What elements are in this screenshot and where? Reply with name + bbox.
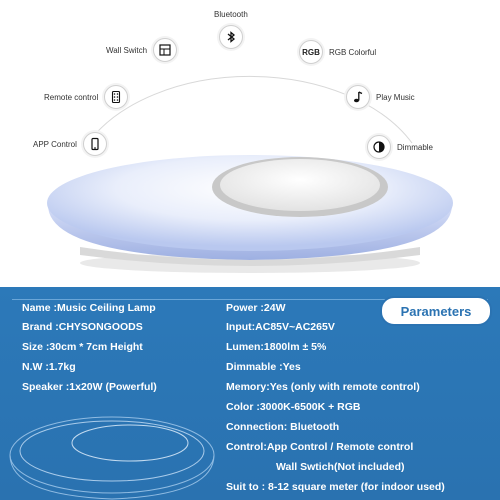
wall-switch-icon [153,38,177,62]
spec-memory: Memory:Yes (only with remote control) [226,381,420,393]
rgb-icon: RGB [299,40,323,64]
music-note-icon [346,85,370,109]
lamp-outline-drawing [0,395,220,500]
spec-wall-switch: Wall Swtich(Not included) [276,461,405,473]
spec-color: Color :3000K-6500K + RGB [226,401,361,413]
spec-size: Size :30cm * 7cm Height [22,341,143,353]
spec-connection: Connection: Bluetooth [226,421,340,433]
spec-brand: Brand :CHYSONGOODS [22,321,143,333]
spec-dimmable: Dimmable :Yes [226,361,301,373]
spec-lumen: Lumen:1800lm ± 5% [226,341,327,353]
feature-play-music: Play Music [346,85,415,109]
feature-bluetooth: Bluetooth [214,10,248,49]
feature-wall-switch: Wall Switch [106,38,177,62]
spec-control: Control:App Control / Remote control [226,441,414,453]
feature-remote-control: Remote control [44,85,128,109]
spec-speaker: Speaker :1x20W (Powerful) [22,381,157,393]
spec-suit-to: Suit to : 8-12 square meter (for indoor used) [226,481,445,493]
parameters-badge: Parameters [380,296,492,326]
feature-app-control: APP Control [33,132,107,156]
ceiling-lamp-image [38,145,462,275]
spec-input: Input:AC85V~AC265V [226,321,335,333]
bluetooth-icon [219,25,243,49]
remote-control-icon [104,85,128,109]
spec-power: Power :24W [226,302,286,314]
spec-name: Name :Music Ceiling Lamp [22,302,156,314]
feature-dimmable: Dimmable [367,135,433,159]
spec-weight: N.W :1.7kg [22,361,76,373]
feature-rgb: RGB RGB Colorful [299,40,376,64]
